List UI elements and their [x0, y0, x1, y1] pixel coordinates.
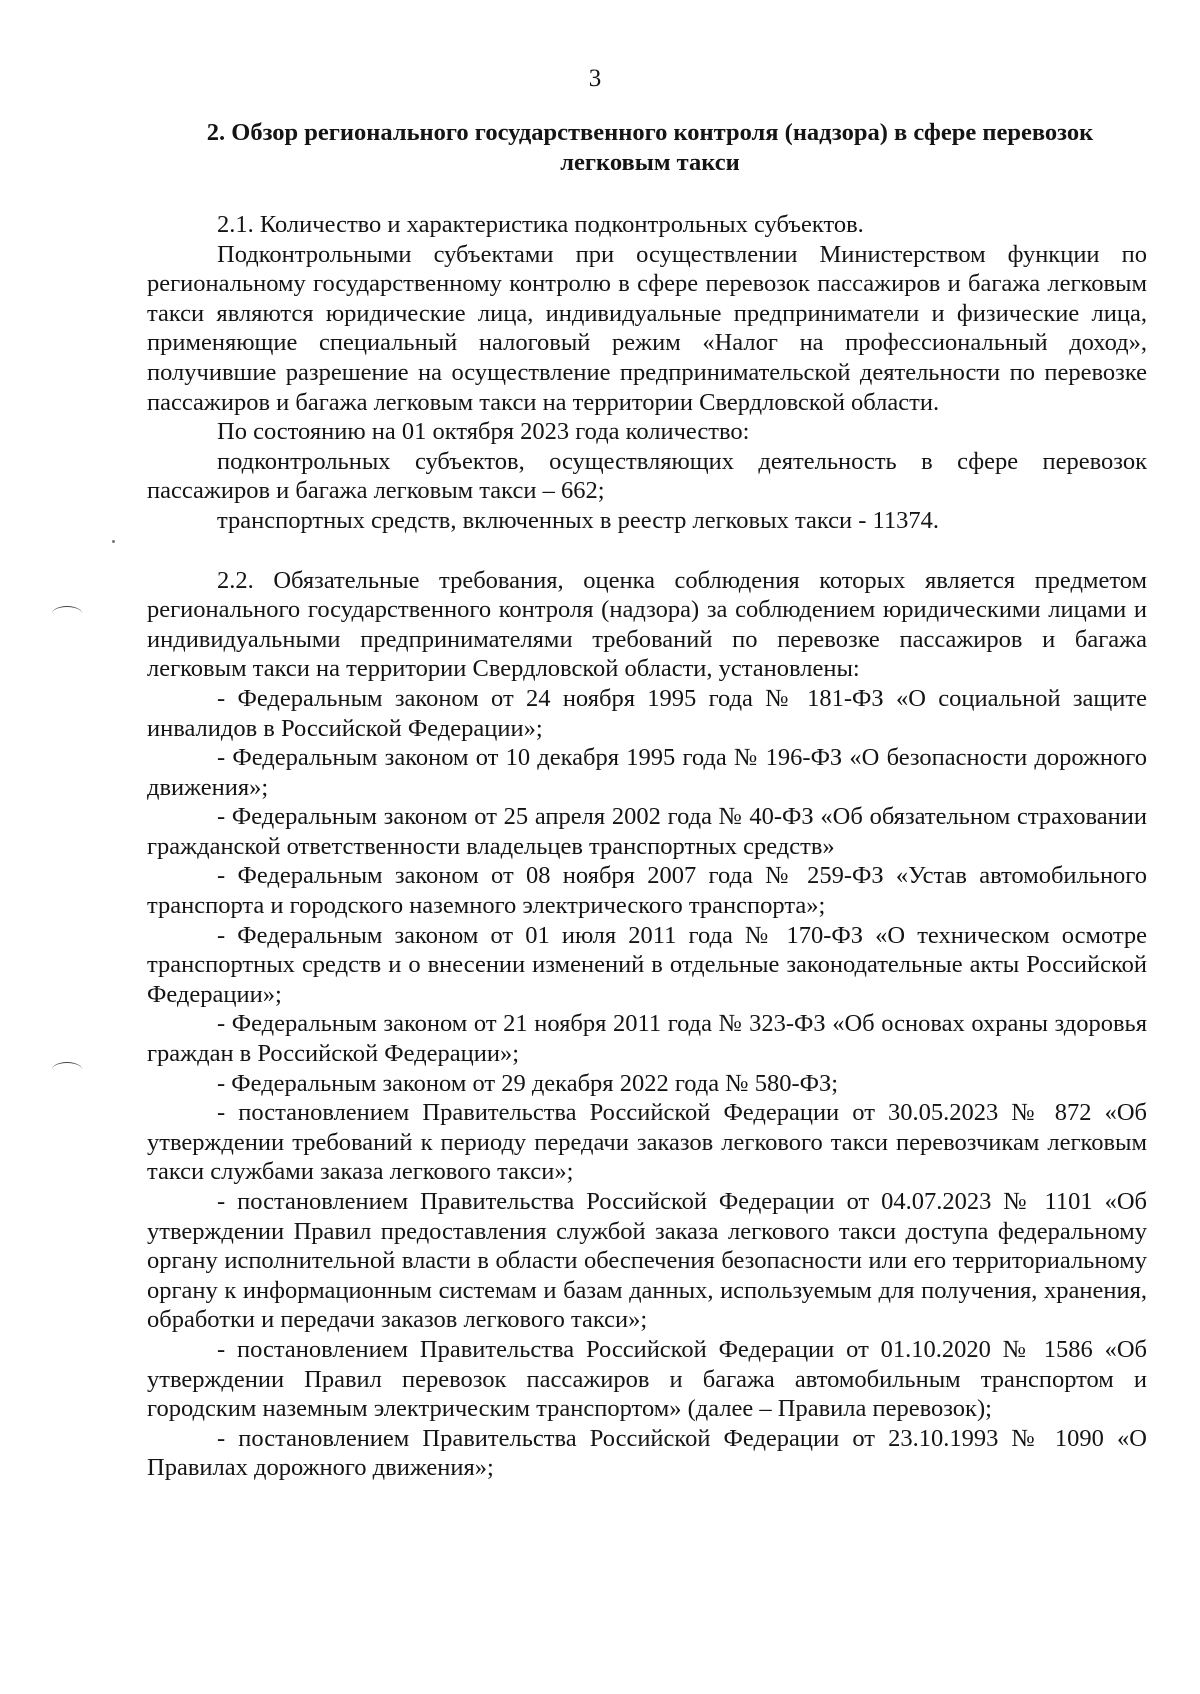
- paragraph: 2.1. Количество и характеристика подконтрольных субъектов.: [217, 211, 864, 238]
- paragraph: - постановлением Правительства Российской Федерации от 01.10.2020 № 1586 «Об утверждении Правил перевозок пассажиров и багажа автомобильным транспортом и городским наземным электрическим транспортом» (далее – Правила перевозок);: [147, 1335, 1147, 1423]
- paragraph: Подконтрольными субъектами при осуществлении Министерством функции по региональному государственному контролю в сфере перевозок пассажиров и багажа легковым такси являются юридические лица, индивидуальные предприниматели и физические лица, применяющие специальный налоговый режим «Налог на профессиональный доход», получившие разрешение на осуществление предпринимательской деятельности по перевозке пассажиров и багажа легковым такси на территории Свердловской области.: [147, 240, 1147, 416]
- binding-hole-mark: [52, 1062, 82, 1077]
- paragraph: - Федеральным законом от 25 апреля 2002 года № 40-ФЗ «Об обязательном страховании гражданской ответственности владельцев транспортных средств»: [147, 803, 1147, 860]
- body-text: [147, 210, 1147, 1483]
- scan-speck: [112, 540, 115, 543]
- paragraph: - Федеральным законом от 24 ноября 1995 года № 181-ФЗ «О социальной защите инвалидов в Российской Федерации»;: [147, 684, 1147, 742]
- paragraph: - Федеральным законом от 08 ноября 2007 года № 259-ФЗ «Устав автомобильного транспорта и городского наземного электрического транспорта»;: [147, 862, 1147, 920]
- paragraph: - постановлением Правительства Российской Федерации от 23.10.1993 № 1090 «О Правилах дорожного движения»;: [147, 1424, 1147, 1482]
- binding-hole-mark: [52, 606, 82, 621]
- paragraph: - Федеральным законом от 29 декабря 2022 года № 580-ФЗ;: [217, 1069, 839, 1097]
- paragraph: - Федеральным законом от 01 июля 2011 года № 170-ФЗ «О техническом осмотре транспортных средств и о внесении изменений в отдельные законодательные акты Российской Федерации»;: [147, 921, 1147, 1008]
- paragraph: По состоянию на 01 октября 2023 года количество:: [217, 418, 750, 446]
- page-number: 3: [588, 65, 602, 92]
- section-title: 2. Обзор регионального государственного контроля (надзора) в сфере перевозок легковым такси: [206, 119, 1094, 176]
- paragraph: - Федеральным законом от 21 ноября 2011 года № 323-ФЗ «Об основах охраны здоровья граждан в Российской Федерации»;: [147, 1010, 1147, 1068]
- paragraph: подконтрольных субъектов, осуществляющих деятельность в сфере перевозок пассажиров и багажа легковым такси – 662;: [147, 447, 1147, 505]
- paragraph: - Федеральным законом от 10 декабря 1995 года № 196-ФЗ «О безопасности дорожного движения»;: [147, 744, 1147, 801]
- paragraph: - постановлением Правительства Российской Федерации от 30.05.2023 № 872 «Об утверждении требований к периоду передачи заказов легкового такси перевозчикам легковым такси службами заказа легкового такси»;: [147, 1099, 1147, 1186]
- paragraph: транспортных средств, включенных в реестр легковых такси - 11374.: [217, 506, 939, 534]
- paragraph: 2.2. Обязательные требования, оценка соблюдения которых является предметом регионального государственного контроля (надзора) за соблюдением юридическими лицами и индивидуальными предпринимателями требований по перевозке пассажиров и багажа легковым такси на территории Свердловской области, установлены:: [147, 566, 1147, 683]
- paragraph: - постановлением Правительства Российской Федерации от 04.07.2023 № 1101 «Об утверждении Правил предоставления службой заказа легкового такси доступа федеральному органу исполнительной власти в области обеспечения безопасности или его территориальному органу к информационным системам и базам данных, используемым для получения, хранения, обработки и передачи заказов легкового такси»;: [147, 1188, 1147, 1334]
